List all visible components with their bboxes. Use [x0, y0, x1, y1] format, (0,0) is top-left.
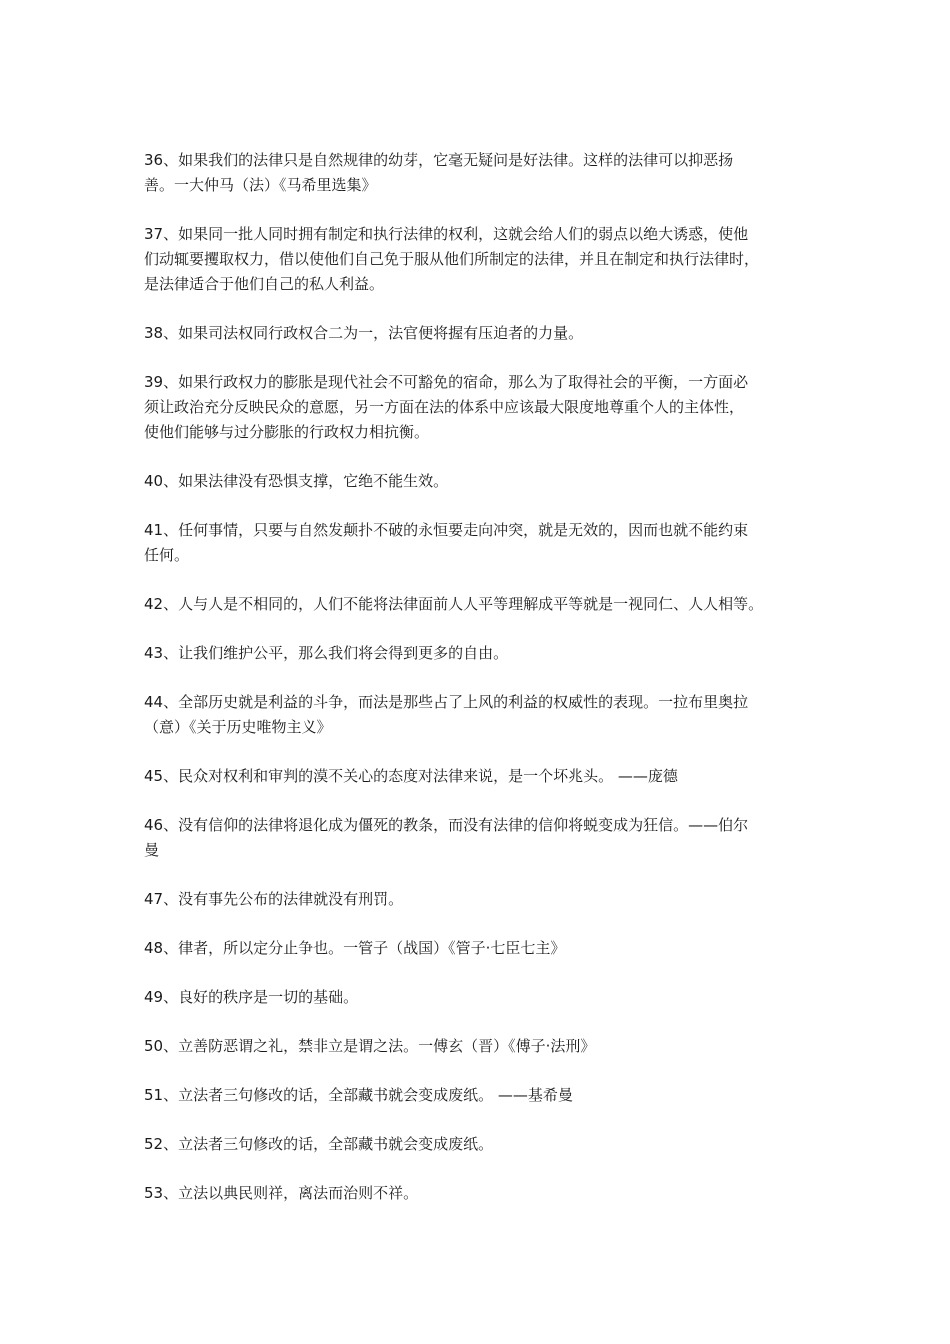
quote-item-38: 38、如果司法权同行政权合二为一，法官便将握有压迫者的力量。: [144, 324, 584, 342]
quote-item-45: 45、民众对权利和审判的漠不关心的态度对法律来说，是一个坏兆头。 ——庞德: [144, 767, 678, 785]
quote-item-37: 37、如果同一批人同时拥有制定和执行法律的权利，这就会给人们的弱点以绝大诱惑，使他 们动辄要攫取权力，借以使他们自己免于服从他们所制定的法律，并且在制定和执行法律时， 是法律适合于他们自己的私人利益。: [144, 225, 760, 293]
quote-item-40: 40、如果法律没有恐惧支撑，它绝不能生效。: [144, 472, 449, 490]
quote-item-50: 50、立善防恶谓之礼，禁非立是谓之法。一傅玄（晋）《傅子·法刑》: [144, 1037, 596, 1055]
quote-item-49: 49、良好的秩序是一切的基础。: [144, 988, 359, 1006]
quote-item-41: 41、任何事情，只要与自然发颠扑不破的永恒要走向冲突，就是无效的，因而也就不能约束 任何。: [144, 521, 749, 564]
document-body: [144, 148, 820, 1230]
quote-item-51: 51、立法者三句修改的话，全部藏书就会变成废纸。 ——基希曼: [144, 1086, 573, 1104]
quote-item-39: 39、如果行政权力的膨胀是现代社会不可豁免的宿命，那么为了取得社会的平衡，一方面必 须让政治充分反映民众的意愿，另一方面在法的体系中应该最大限度地尊重个人的主体性， 使他们能够与过分膨胀的行政权力相抗衡。: [144, 373, 749, 441]
quote-item-53: 53、立法以典民则祥，离法而治则不祥。: [144, 1184, 419, 1202]
quote-item-52: 52、立法者三句修改的话，全部藏书就会变成废纸。: [144, 1135, 494, 1153]
quote-item-48: 48、律者，所以定分止争也。一管子（战国）《管子·七臣七主》: [144, 939, 566, 957]
quote-item-42: 42、人与人是不相同的，人们不能将法律面前人人平等理解成平等就是一视同仁、人人相等。: [144, 595, 764, 613]
quote-item-44: 44、全部历史就是利益的斗争，而法是那些占了上风的利益的权威性的表现。一拉布里奥拉 （意）《关于历史唯物主义》: [144, 693, 749, 736]
quote-item-36: 36、如果我们的法律只是自然规律的幼芽，它毫无疑问是好法律。这样的法律可以抑恶扬 善。一大仲马（法）《马希里选集》: [144, 151, 734, 194]
quote-item-46: 46、没有信仰的法律将退化成为僵死的教条，而没有法律的信仰将蜕变成为狂信。——伯尔 曼: [144, 816, 749, 859]
quote-item-43: 43、让我们维护公平，那么我们将会得到更多的自由。: [144, 644, 509, 662]
quote-item-47: 47、没有事先公布的法律就没有刑罚。: [144, 890, 404, 908]
